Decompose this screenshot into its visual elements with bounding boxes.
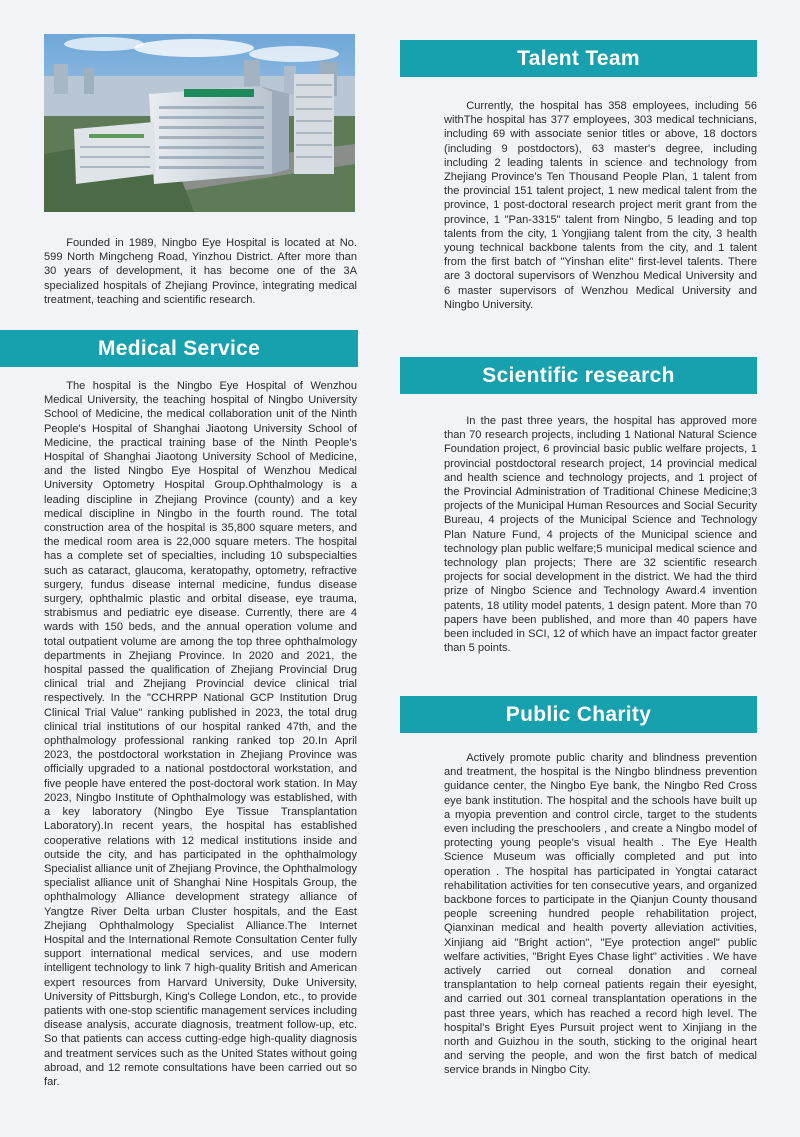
- medical-service-paragraph: The hospital is the Ningbo Eye Hospital of Wenzhou Medical University, the teaching hospital of Ningbo University School of Medicine, the medical collaboration unit of the Ninth People's Hospital of Shanghai Jiaotong University School of Medicine, the practical training base of the Ninth People's Hospital of Shanghai Jiaotong University School of Medicine, and the listed Ningbo Eye Hospital of Wenzhou Medical University Optometry Hospital Group.Ophthalmology is a leading discipline in Zhejiang Province (county) and a key medical discipline in Ningbo in the fourth round. The total construction area of the hospital is 35,800 square meters, and the medical room area is 22,000 square meters. The hospital has a complete set of specialties, including 10 subspecialties such as cataract, glaucoma, keratopathy, optometry, refractive surgery, fundus disease internal medicine, fundus disease surgery, ophthalmic plastic and orbital disease, eye trauma, strabismus and pediatric eye disease. Currently, there are 4 wards with 150 beds, and the annual operation volume and total outpatient volume are among the top three ophthalmology departments in Zhejiang Province. In 2020 and 2021, the hospital passed the qualification of Zhejiang Provincial Drug clinical trial and Zhejiang Provincial device clinical trial respectively. In the "CCHRPP National GCP Institution Drug Clinical Trial Value" ranking published in 2023, the total drug clinical trial institutions of our hospital ranked 47th, and the ophthalmology professional ranking ranked top 20.In April 2023, the postdoctoral workstation in Zhejiang Province was officially upgraded to a national postdoctoral workstation, and five people have entered the post-doctoral work station. In May 2023, Ningbo Institute of Ophthalmology was established, with a key laboratory (Ningbo Eye Tissue Transplantation Laboratory).In recent years, the hospital has established cooperative relations with 12 medical institutions inside and outside the city, and has participated in the ophthalmology Specialist alliance unit of Zhejiang Province, the Ophthalmology specialist alliance unit of Shanghai Nine Hospitals Group, the ophthalmology Alliance development strategy alliance of Yangtze River Delta urban Cluster hospitals, and the East Zhejiang Ophthalmology Specialist Alliance.The Internet Hospital and the International Remote Consultation Center fully support international medical services, and use modern intelligent technology to link 7 high-quality British and American expert resources from Harvard University, Duke University, University of Pittsburgh, King's College London, etc., to provide patients with one-stop scientific management services including disease analysis, accurate diagnosis, treatment follow-up, etc. So that patients can access cutting-edge high-quality diagnosis and treatment services such as the United States without going abroad, and 12 remote consultations have been carried out so far.: [44, 380, 357, 1088]
- intro-paragraph: Founded in 1989, Ningbo Eye Hospital is located at No. 599 North Mingcheng Road, Yinzhou District. After more than 30 years of development, it has become one of the 3A specialized hospitals of Zhejiang Province, integrating medical treatment, teaching and scientific research.: [44, 237, 357, 306]
- scientific-research-paragraph: In the past three years, the hospital has approved more than 70 research projects, including 1 National Natural Science Foundation project, 6 provincial basic public welfare projects, 1 provincial postdoctoral research project, 14 provincial medical and health science and technology projects, and 1 project of the Provincial Administration of Traditional Chinese Medicine;3 projects of the Municipal Human Resources and Social Security Bureau, 4 projects of the Municipal Science and Technology Plan Nature Fund, 4 projects of the Municipal science and technology plan public welfare;5 municipal medical science and technology plan projects; There are 32 scientific research projects for social development in the district. We had the third prize of Ningbo Science and Technology Award.4 invention patents, 18 utility model patents, 1 design patent. More than 70 papers have been published, and more than 40 papers have been included in SCI, 12 of which have an impact factor greater than 5 points.: [444, 415, 757, 655]
- section-banner-talent-team: Talent Team: [400, 40, 757, 77]
- hospital-aerial-image: [44, 34, 355, 212]
- section-banner-scientific-research: Scientific research: [400, 357, 757, 394]
- section-banner-public-charity: Public Charity: [400, 696, 757, 733]
- talent-team-paragraph: Currently, the hospital has 358 employees, including 56 withThe hospital has 377 employees, 303 medical technicians, including 69 with associate senior titles or above, 18 doctors (including 9 postdoctors), 63 master's degree, including including 2 leading talents in science and technology from Zhejiang Province's Ten Thousand People Plan, 1 talent from the provincial 151 talent project, 1 new medical talent from the province, 1 post-doctoral research project merit grant from the province, 1 "Pan-3315" talent from Ningbo, 5 leading and top talents from the city, 1 Yongjiang talent from the city, 3 health young technical backbone talents from the city, and 1 talent from the first batch of "Yinshan elite" first-level talents. There are 3 doctoral supervisors of Wenzhou Medical University and 6 master supervisors of Wenzhou Medical University and Ningbo University.: [444, 100, 757, 311]
- hospital-photo: [44, 34, 355, 212]
- section-banner-medical-service: Medical Service: [0, 330, 358, 367]
- public-charity-paragraph: Actively promote public charity and blindness prevention and treatment, the hospital is the Ningbo blindness prevention guidance center, the Ningbo Eye bank, the Ningbo Red Cross eye bank institution. The hospital and the schools have built up a myopia prevention and control circle, target to the students even including the preschoolers , and create a Ningbo model of protecting young people's visual health . The Eye Health Science Museum was officially completed and put into operation . The hospital has participated in Yongtai cataract rehabilitation activities for ten consecutive years, and organized backbone forces to participate in the Qianjun County thousand people screening hundred people rehabilitation project, Qianxinan medical and health poverty alleviation activities, Xinjiang aid "Bright action", "Eye protection angel" public welfare activities, "Bright Eyes Chase light" activities . We have actively carried out corneal donation and corneal transplantation to help corneal patients regain their eyesight, and carried out 301 corneal transplantation operations in the past three years, which has reached a record high level. The hospital's Bright Eyes Pursuit project went to Xinjiang in the north and Guizhou in the south, sticking to the original heart and serving the people, and won the first batch of medical service brands in Ningbo City.: [444, 752, 757, 1077]
